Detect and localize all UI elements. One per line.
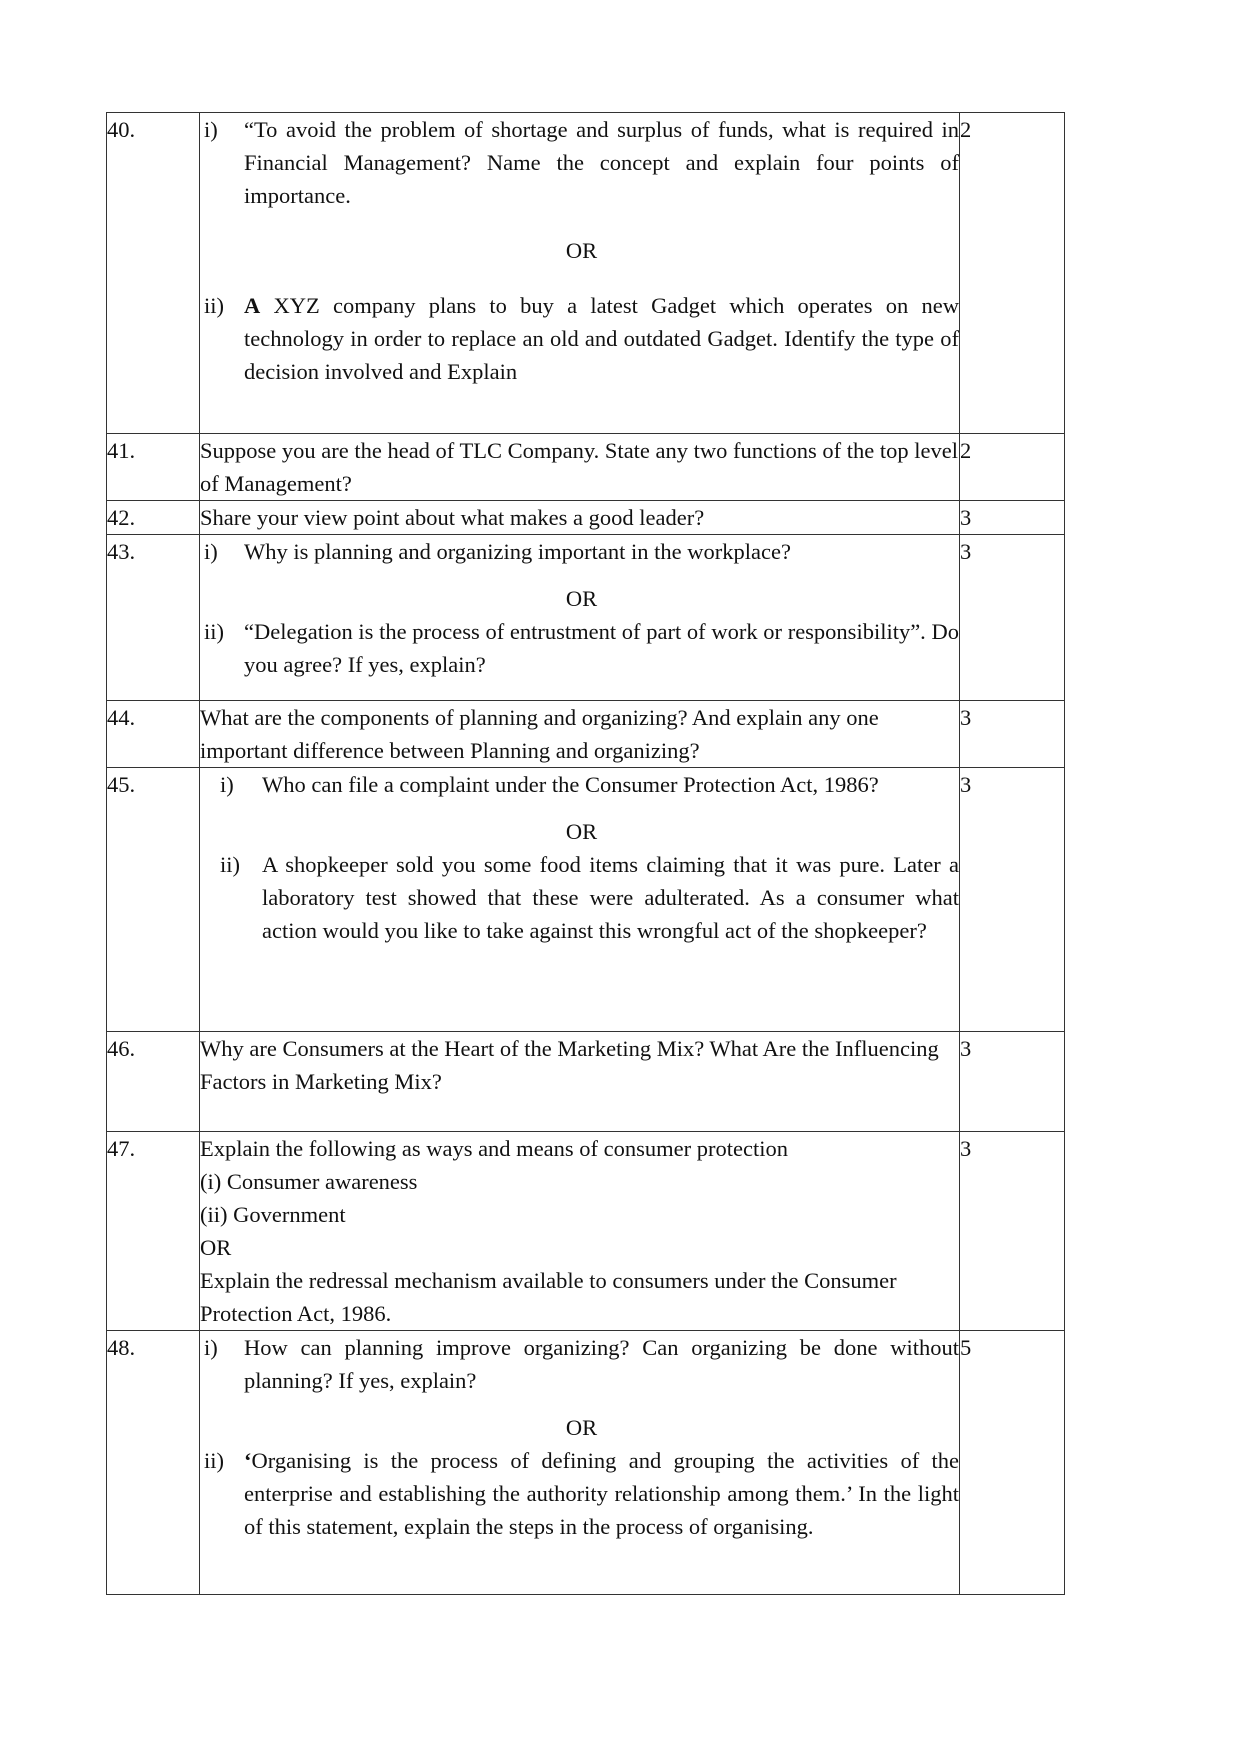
part-text: “Delegation is the process of entrustment of part of work or responsibility”. Do you agree? If yes, explain?	[244, 619, 959, 677]
or-separator: OR	[565, 819, 598, 844]
part-body: XYZ company plans to buy a latest Gadget which operates on new technology in order to replace an old and outdated Gadget. Identify the type of decision involved and Explain	[244, 293, 959, 384]
part-label: i)	[204, 117, 218, 142]
part-text: How can planning improve organizing? Can organizing be done without planning? If yes, explain?	[244, 1335, 959, 1393]
question-row-48	[107, 1331, 1065, 1595]
question-body: Suppose you are the head of TLC Company. State any two functions of the top level of Management?	[200, 438, 958, 496]
question-row-47	[107, 1132, 1065, 1331]
question-text	[200, 768, 960, 1032]
question-marks: 3	[960, 535, 1065, 701]
question-row-42	[107, 501, 1065, 535]
bold-prefix: A	[244, 293, 261, 318]
question-marks: 3	[960, 501, 1065, 535]
part-text	[244, 289, 959, 388]
question-part-i	[204, 113, 959, 212]
question-number: 40.	[107, 113, 200, 434]
question-part-i	[204, 535, 959, 568]
question-line: Explain the redressal mechanism available to consumers under the Consumer Protection Act, 1986.	[200, 1268, 897, 1326]
part-text: A shopkeeper sold you some food items claiming that it was pure. Later a laboratory test showed that these were adulterated. As a consumer what action would you like to take against this wrongful act of the shopkeeper?	[262, 852, 959, 943]
question-part-i	[204, 1331, 959, 1397]
question-row-45	[107, 768, 1065, 1032]
question-table	[106, 112, 1065, 1595]
question-number: 47.	[107, 1132, 200, 1331]
part-body: Organising is the process of defining and grouping the activities of the enterprise and establishing the authority relationship among them.’ In the light of this statement, explain the steps in the process of organising.	[244, 1448, 959, 1539]
question-text	[200, 1132, 960, 1331]
question-body: Why are Consumers at the Heart of the Marketing Mix? What Are the Influencing Factors in Marketing Mix?	[200, 1036, 939, 1094]
question-text	[200, 1032, 960, 1132]
question-number: 42.	[107, 501, 200, 535]
question-number: 44.	[107, 701, 200, 768]
part-label: ii)	[204, 619, 224, 644]
question-number: 48.	[107, 1331, 200, 1595]
or-separator: OR	[565, 1415, 598, 1440]
question-marks: 3	[960, 1132, 1065, 1331]
part-text	[244, 1444, 959, 1543]
question-number: 43.	[107, 535, 200, 701]
question-marks: 5	[960, 1331, 1065, 1595]
part-text: “To avoid the problem of shortage and surplus of funds, what is required in Financial Management? Name the concept and explain four points of importance.	[244, 117, 959, 208]
question-text	[200, 113, 960, 434]
question-row-40	[107, 113, 1065, 434]
part-label: i)	[220, 772, 234, 797]
question-text	[200, 1331, 960, 1595]
bold-prefix: ‘	[244, 1448, 252, 1473]
question-text	[200, 501, 960, 535]
question-body: What are the components of planning and organizing? And explain any one important difference between Planning and organizing?	[200, 705, 879, 763]
or-separator: OR	[565, 238, 598, 263]
part-label: ii)	[204, 293, 224, 318]
question-part-ii	[204, 1444, 959, 1543]
question-text	[200, 701, 960, 768]
part-text: Who can file a complaint under the Consumer Protection Act, 1986?	[262, 772, 879, 797]
question-marks: 2	[960, 113, 1065, 434]
question-number: 45.	[107, 768, 200, 1032]
question-part-i	[204, 768, 959, 801]
question-row-43	[107, 535, 1065, 701]
question-marks: 3	[960, 701, 1065, 768]
part-label: i)	[204, 1335, 218, 1360]
part-label: ii)	[204, 1448, 224, 1473]
question-row-46	[107, 1032, 1065, 1132]
question-text	[200, 434, 960, 501]
question-number: 46.	[107, 1032, 200, 1132]
question-part-ii	[204, 848, 959, 947]
question-number: 41.	[107, 434, 200, 501]
or-separator: OR	[200, 1235, 232, 1260]
question-line: Explain the following as ways and means of consumer protection	[200, 1136, 788, 1161]
question-row-44	[107, 701, 1065, 768]
question-marks: 3	[960, 1032, 1065, 1132]
question-row-41	[107, 434, 1065, 501]
question-line: (ii) Government	[200, 1202, 346, 1227]
question-part-ii	[204, 615, 959, 681]
question-marks: 3	[960, 768, 1065, 1032]
question-body: Share your view point about what makes a good leader?	[200, 505, 705, 530]
part-text: Why is planning and organizing important in the workplace?	[244, 539, 791, 564]
or-separator: OR	[565, 586, 598, 611]
question-text	[200, 535, 960, 701]
question-line: (i) Consumer awareness	[200, 1169, 418, 1194]
question-part-ii	[204, 289, 959, 388]
question-marks: 2	[960, 434, 1065, 501]
part-label: ii)	[220, 852, 240, 877]
part-label: i)	[204, 539, 218, 564]
